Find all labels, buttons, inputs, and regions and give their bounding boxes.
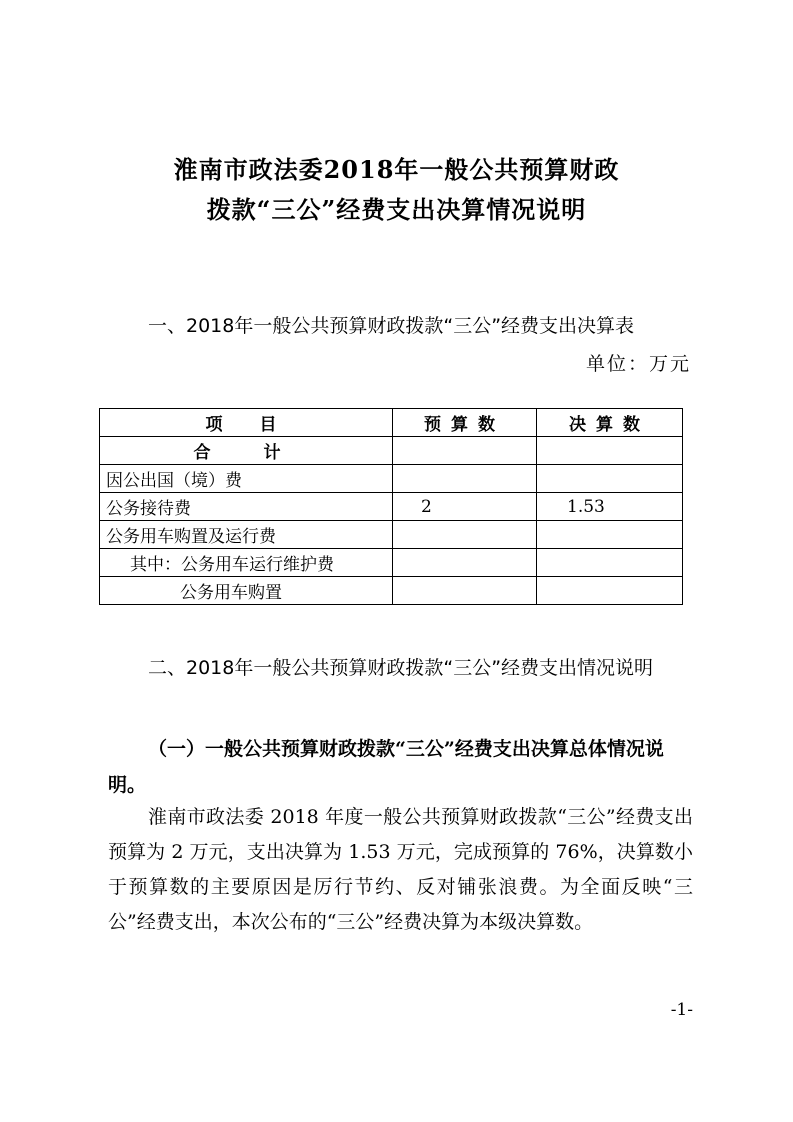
table-row <box>100 437 683 465</box>
expense-table <box>99 408 683 605</box>
section1-heading: 一、2018年一般公共预算财政拨款“三公”经费支出决算表 <box>148 315 635 337</box>
table-header-row <box>100 409 683 437</box>
row-final <box>537 437 683 465</box>
header-item: 项 目 <box>100 409 393 437</box>
unit-label: 单位：万元 <box>585 353 691 375</box>
body-paragraph: 淮南市政法委 2018 年度一般公共预算财政拨款“三公”经费支出预算为 2 万元，支出决算为 1.53 万元，完成预算的 76%，决算数小于预算数的主要原因是厉行节约、反对铺张浪费。为全面反映“三公”经费支出，本次公布的“三公”经费决算为本级决算数。 <box>108 806 693 933</box>
row-item: 公务用车购置 <box>100 577 393 605</box>
row-final: 1.53 <box>537 493 683 521</box>
document-title-line2: 拨款“三公”经费支出决算情况说明 <box>206 195 587 224</box>
row-item: 其中：公务用车运行维护费 <box>100 549 393 577</box>
row-final <box>537 577 683 605</box>
row-budget <box>393 437 537 465</box>
row-budget <box>393 521 537 549</box>
row-budget: 2 <box>393 493 537 521</box>
table-row <box>100 577 683 605</box>
header-final: 决算数 <box>537 409 683 437</box>
table-row <box>100 521 683 549</box>
row-budget <box>393 577 537 605</box>
row-item-total: 合 计 <box>100 437 393 465</box>
table-row <box>100 465 683 493</box>
header-budget: 预算数 <box>393 409 537 437</box>
row-item: 公务用车购置及运行费 <box>100 521 393 549</box>
table-row <box>100 493 683 521</box>
row-item: 公务接待费 <box>100 493 393 521</box>
row-final <box>537 521 683 549</box>
document-title-line1: 淮南市政法委2018年一般公共预算财政 <box>173 155 620 184</box>
table-row <box>100 549 683 577</box>
row-budget <box>393 549 537 577</box>
row-final <box>537 465 683 493</box>
row-final <box>537 549 683 577</box>
row-item: 因公出国（境）费 <box>100 465 393 493</box>
page-number: -1- <box>670 1000 693 1020</box>
subsection1-heading: （一）一般公共预算财政拨款“三公”经费支出决算总体情况说明。 <box>108 738 664 796</box>
section2-heading: 二、2018年一般公共预算财政拨款“三公”经费支出情况说明 <box>148 657 654 679</box>
row-budget <box>393 465 537 493</box>
